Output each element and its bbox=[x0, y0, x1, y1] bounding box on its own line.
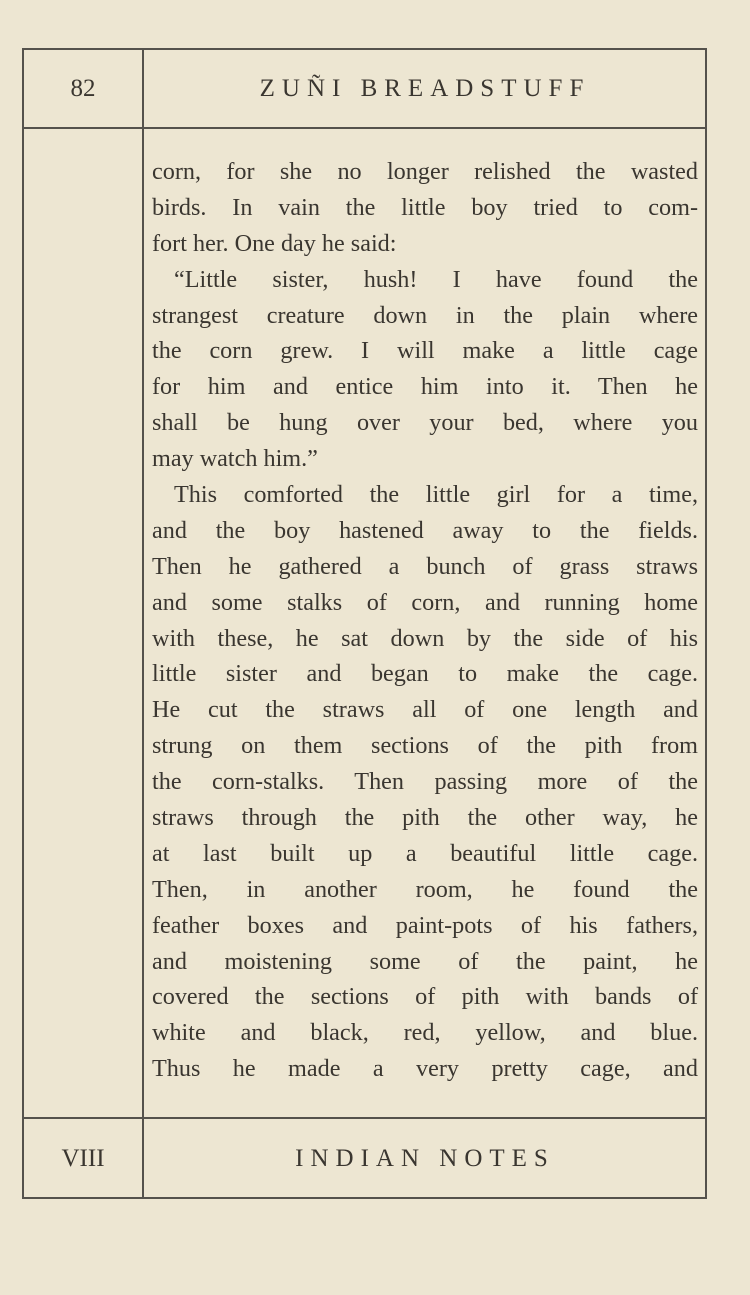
text-line: covered the sections of pith with bands of bbox=[152, 983, 698, 1011]
text-line: He cut the straws all of one length and bbox=[152, 696, 698, 724]
text-line: and some stalks of corn, and running home bbox=[152, 588, 698, 616]
text-line: This comforted the little girl for a time, bbox=[174, 481, 698, 509]
text-line: birds. In vain the little boy tried to com- bbox=[152, 193, 698, 221]
running-title: ZUÑI BREADSTUFF bbox=[259, 75, 591, 102]
text-line: and the boy hastened away to the fields. bbox=[152, 516, 698, 544]
series-title: INDIAN NOTES bbox=[295, 1145, 555, 1172]
footer-divider bbox=[22, 1117, 707, 1119]
text-line: fort her. One day he said: bbox=[152, 229, 397, 257]
text-line: with these, he sat down by the side of his bbox=[152, 624, 698, 652]
text-line: white and black, red, yellow, and blue. bbox=[152, 1019, 698, 1047]
text-line: the corn-stalks. Then passing more of the bbox=[152, 768, 698, 796]
text-line: for him and entice him into it. Then he bbox=[152, 373, 698, 401]
text-line: strangest creature down in the plain where bbox=[152, 301, 698, 329]
text-line: strung on them sections of the pith from bbox=[152, 732, 698, 760]
text-line: Thus he made a very pretty cage, and bbox=[152, 1055, 698, 1083]
body-text bbox=[152, 154, 698, 1087]
column-divider bbox=[142, 48, 144, 1199]
text-line: at last built up a beautiful little cage. bbox=[152, 839, 698, 867]
text-line: “Little sister, hush! I have found the bbox=[174, 265, 698, 293]
text-line: shall be hung over your bed, where you bbox=[152, 409, 698, 437]
page-number: 82 bbox=[70, 75, 96, 102]
volume-number: VIII bbox=[61, 1145, 105, 1172]
text-line: little sister and began to make the cage. bbox=[152, 660, 698, 688]
text-line: may watch him.” bbox=[152, 445, 318, 473]
text-line: and moistening some of the paint, he bbox=[152, 947, 698, 975]
text-line: the corn grew. I will make a little cage bbox=[152, 337, 698, 365]
text-line: corn, for she no longer relished the wasted bbox=[152, 158, 698, 185]
text-line: Then he gathered a bunch of grass straws bbox=[152, 552, 698, 580]
text-line: Then, in another room, he found the bbox=[152, 875, 698, 903]
text-line: straws through the pith the other way, he bbox=[152, 804, 698, 832]
text-line: feather boxes and paint-pots of his fathers, bbox=[152, 911, 698, 939]
